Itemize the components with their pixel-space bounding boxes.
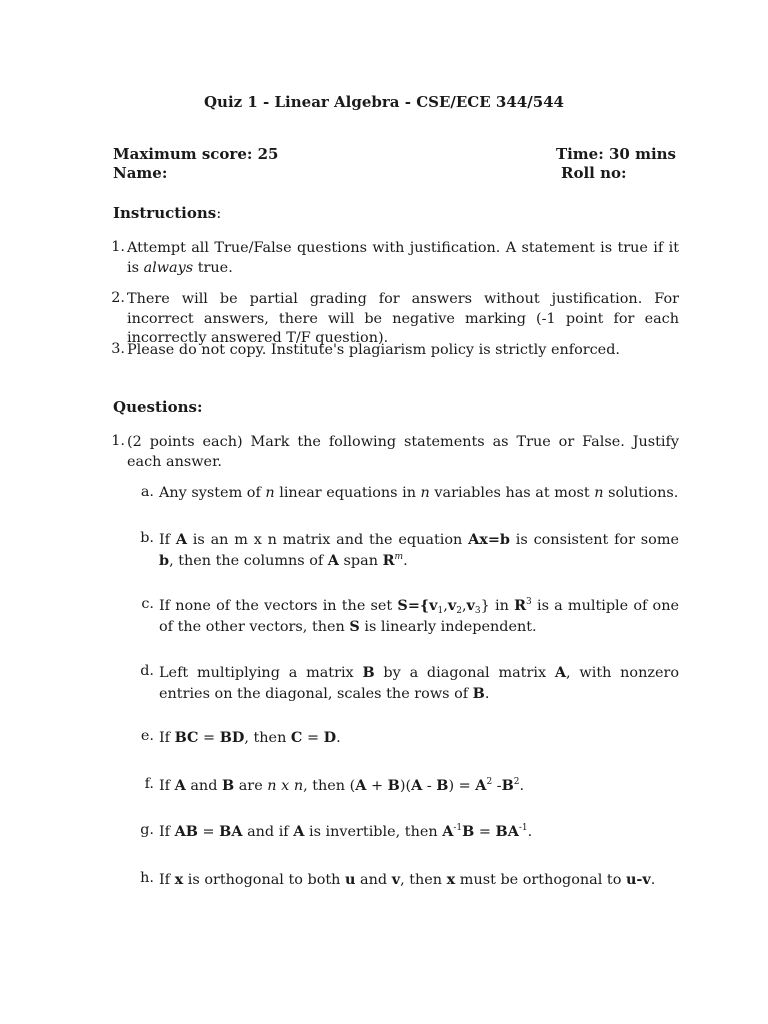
max-score: Maximum score: 25 — [113, 145, 279, 163]
instruction-number: 1. — [111, 239, 125, 255]
question-part-a: Any system of n linear equations in n variables has at most n solutions. — [159, 485, 679, 501]
question-part-g: If AB = BA and if A is invertible, then $A^{-1}B = BA^{-1}$. — [159, 823, 533, 840]
question-number: 1. — [111, 433, 125, 449]
part-letter: h. — [140, 870, 154, 886]
question-part-b: If A is an m x n matrix and the equation Ax=b is consistent for some b, then the columns of A span $R^m$. — [159, 531, 679, 569]
page-title: Quiz 1 - Linear Algebra - CSE/ECE 344/544 — [203, 93, 564, 111]
roll-no-label: Roll no: — [561, 164, 627, 182]
instruction-item: Attempt all True/False questions with justification. A statement is true if it is always true. — [127, 240, 679, 276]
question-part-f: If A and B are n x n, then $(A + B)(A - B) = A^2$ $-B^2$. — [159, 777, 525, 794]
part-letter: g. — [140, 822, 154, 838]
instruction-number: 2. — [111, 290, 125, 306]
part-letter: d. — [140, 663, 154, 679]
question-text: (2 points each) Mark the following statements as True or False. Justify each answer. — [127, 434, 679, 470]
question-part-d: Left multiplying a matrix B by a diagonal matrix A, with nonzero entries on the diagonal, scales the rows of B. — [159, 664, 680, 702]
part-letter: e. — [140, 728, 154, 744]
instruction-item: There will be partial grading for answers without justification. For incorrect answers, there will be negative marking (-1 point for each incorrectly answered T/F question). — [127, 291, 679, 346]
part-letter: b. — [140, 530, 154, 546]
question-part-h: If x is orthogonal to both u and v, then x must be orthogonal to u-v. — [159, 871, 656, 888]
question-part-e: If BC = BD, then C = D. — [159, 729, 341, 746]
part-letter: a. — [140, 484, 154, 500]
instruction-item: Please do not copy. Institute's plagiarism policy is strictly enforced. — [127, 342, 620, 358]
part-letter: c. — [141, 596, 154, 612]
time-limit: Time: 30 mins — [555, 145, 676, 163]
questions-heading: Questions: — [113, 398, 203, 416]
question-part-c: If none of the vectors in the set $S=\{v_1,v_2,v_3\}$ in $R^3$ is a multiple of one of the other vectors, then S is linearly independent. — [159, 597, 679, 635]
instructions-heading: Instructions: — [113, 204, 222, 222]
part-letter: f. — [144, 776, 154, 792]
name-field-label: Name: — [113, 164, 168, 182]
instruction-number: 3. — [111, 341, 125, 357]
